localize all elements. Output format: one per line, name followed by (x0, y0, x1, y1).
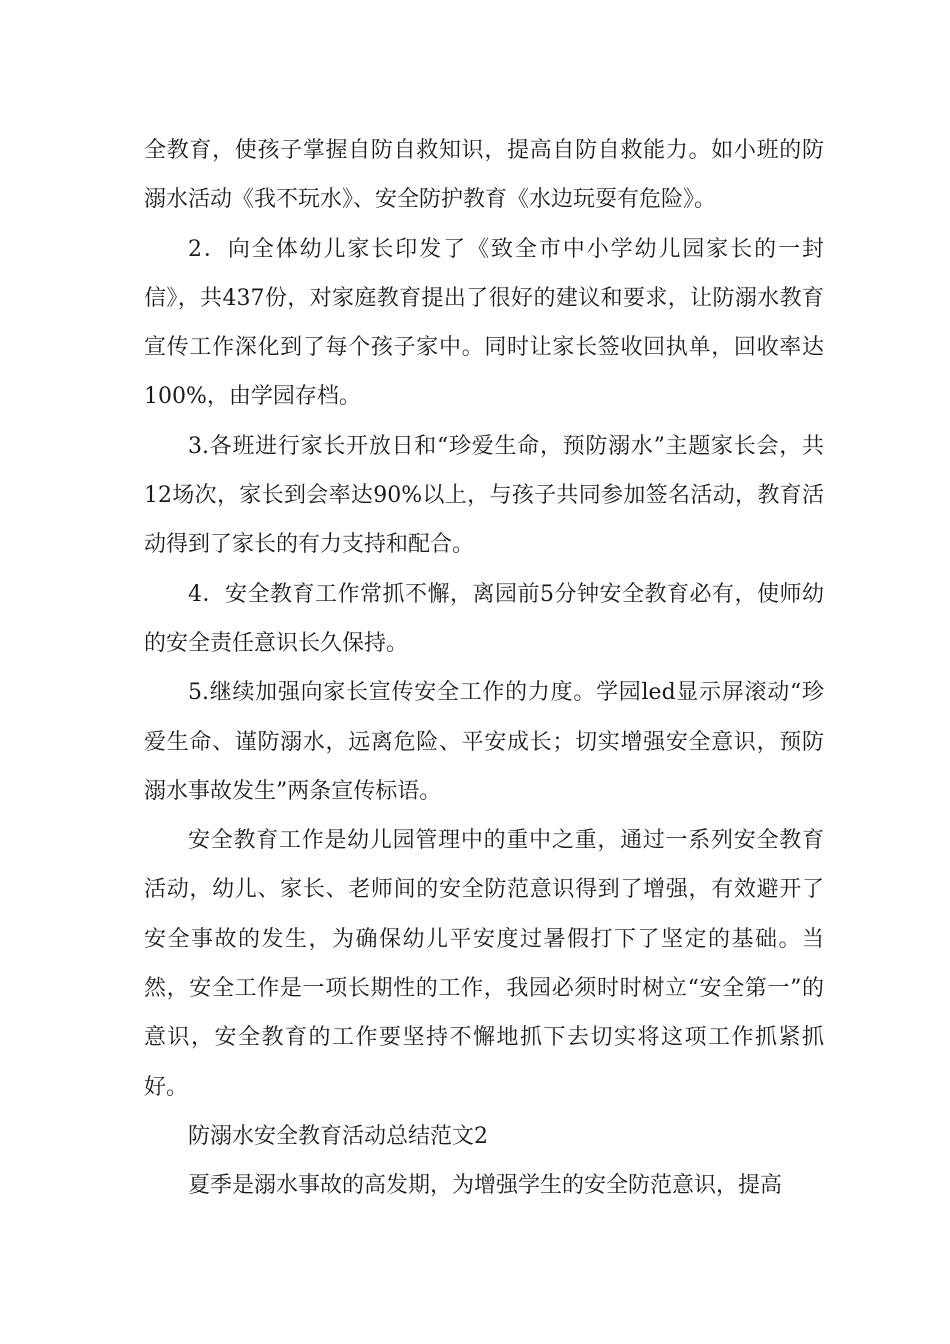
paragraph-conclusion: 安全教育工作是幼儿园管理中的重中之重，通过一系列安全教育活动，幼儿、家长、老师间的安全防范意识得到了增强，有效避开了安全事故的发生，为确保幼儿平安度过暑假打下了坚定的基础。当然，安全工作是一项长期性的工作，我园必须时时树立“安全第一”的意识，安全教育的工作要坚持不懈地抓下去切实将这项工作抓紧抓好。 (144, 828, 824, 1100)
paragraph-final: 夏季是溺水事故的高发期，为增强学生的安全防范意识，提高 (188, 1173, 783, 1199)
paragraph-item-2: 2．向全体幼儿家长印发了《致全市中小学幼儿园家长的一封信》，共437份，对家庭教育提出了很好的建议和要求，让防溺水教育宣传工作深化到了每个孩子家中。同时让家长签收回执单，回收率达100%，由学园存档。 (144, 236, 824, 410)
paragraph-continuation: 全教育，使孩子掌握自防自救知识，提高自防自救能力。如小班的防溺水活动《我不玩水》、安全防护教育《水边玩耍有危险》。 (144, 138, 824, 213)
section-heading: 防溺水安全教育活动总结范文2 (188, 1123, 488, 1149)
paragraph-item-5: 5.继续加强向家长宣传安全工作的力度。学园led显示屏滚动“珍爱生命、谨防溺水，远离危险、平安成长；切实增强安全意识，预防溺水事故发生”两条宣传标语。 (144, 680, 824, 804)
document-body (144, 126, 824, 1211)
paragraph-item-3: 3.各班进行家长开放日和“珍爱生命，预防溺水”主题家长会，共12场次，家长到会率达90%以上，与孩子共同参加签名活动，教育活动得到了家长的有力支持和配合。 (144, 433, 824, 558)
paragraph-item-4: 4．安全教育工作常抓不懈，离园前5分钟安全教育必有，使师幼的安全责任意识长久保持。 (144, 581, 824, 656)
